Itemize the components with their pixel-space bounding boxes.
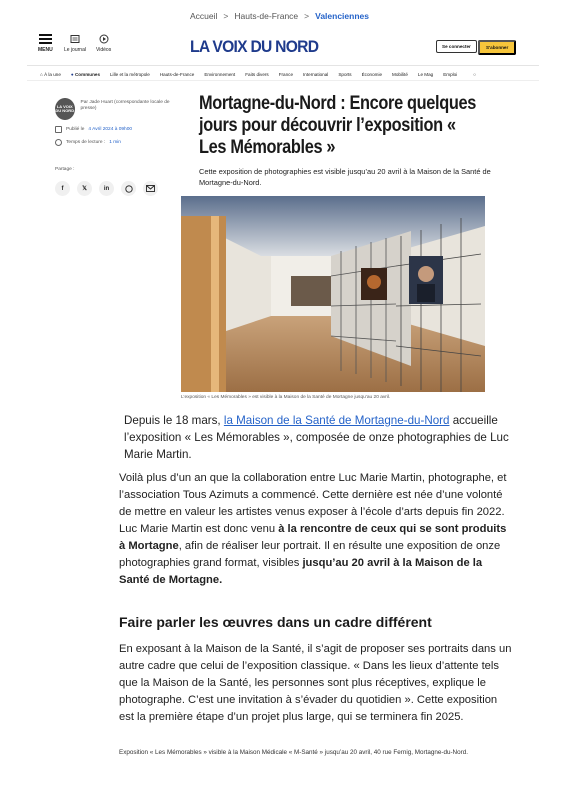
author-block — [55, 98, 175, 120]
published-date: 4 Avril 2024 à 09h00 — [88, 127, 133, 132]
journal-label: Le journal — [64, 47, 86, 53]
nav-item-emploi[interactable]: Emploi — [443, 72, 458, 77]
nav-item-france[interactable]: France — [278, 72, 294, 77]
hamburger-icon — [39, 34, 52, 44]
location-pin-icon: ● — [70, 72, 74, 77]
nav-item-a-la-une[interactable]: ⌂ À la une — [40, 72, 61, 77]
nav-item-mobilite[interactable]: Mobilité — [392, 72, 408, 77]
practical-info: Exposition « Les Mémorables » visible à la Maison Médicale « M-Santé » jusqu’au 20 avril, 40 rue Fernig, Mortagne-du-Nord. — [119, 749, 468, 756]
whatsapp-icon[interactable] — [121, 181, 136, 196]
nav-item-lille[interactable]: Lille et la métropole — [110, 72, 150, 77]
journal-button[interactable] — [64, 34, 86, 53]
x-twitter-icon[interactable]: 𝕏 — [77, 181, 92, 196]
menu-button[interactable] — [38, 34, 53, 53]
nav-item-international[interactable]: International — [303, 72, 329, 77]
breadcrumb-separator: > — [223, 11, 229, 21]
email-icon[interactable] — [143, 181, 158, 196]
clock-icon — [55, 139, 62, 146]
paragraph-collaboration: Voilà plus d’un an que la collaboration entre Luc Marie Martin, photographe, et l’association Tous Azimuts a commencé. Cette dernière est née d’une volonté de mettre en valeur les artistes venus exposer à l’école d’arts depuis fin 2022. Luc Marie Martin est donc venu à la rencontre de ceux qui se sont produits à Mortagne, afin de réaliser leur portrait. Il en résulte une exposition de onze photographies grand format, visibles jusqu’au 20 avril à la Maison de la Santé de Mortagne. — [119, 472, 507, 586]
nav-item-economie[interactable]: Économie — [361, 72, 383, 77]
videos-button[interactable] — [96, 34, 111, 53]
nav-item-le-mag[interactable]: Le Mag — [417, 72, 434, 77]
newspaper-icon — [70, 34, 80, 44]
published-prefix: Publié le — [66, 127, 85, 132]
reading-prefix: Temps de lecture : — [66, 140, 106, 145]
calendar-icon — [55, 126, 62, 133]
breadcrumb-home[interactable]: Accueil — [190, 11, 218, 21]
published-row — [55, 126, 175, 133]
nav-item-hauts-de-france[interactable]: Hauts-de-France — [159, 72, 195, 77]
share-buttons — [55, 181, 175, 196]
reading-time: 1 min — [109, 140, 121, 145]
breadcrumb — [190, 11, 369, 21]
facebook-icon[interactable]: f — [55, 181, 70, 196]
nav-item-faits-divers[interactable]: Faits divers — [245, 72, 269, 77]
avatar: LA VOIX DU NORD — [55, 98, 75, 120]
login-button[interactable]: Se connecter — [436, 40, 477, 53]
exhibition-photo-illustration — [181, 196, 485, 392]
maison-sante-link[interactable]: la Maison de la Santé de Mortagne-du-Nord — [223, 414, 450, 427]
share-label: Partage : — [55, 167, 75, 172]
search-icon[interactable]: ○ — [473, 72, 477, 77]
site-logo[interactable]: LA VOIX DU NORD — [190, 37, 319, 56]
breadcrumb-separator: > — [304, 11, 310, 21]
article-photo[interactable] — [181, 196, 485, 392]
subscribe-button[interactable]: S'abonner — [478, 40, 516, 55]
paragraph-cadre: En exposant à la Maison de la Santé, il s’agit de proposer ses portraits dans un autre cadre que celui de l’exposition classique. « Dans les lieux d’attente tels que la Maison de la Santé, les personnes sont plus réceptives, explique le photographe. C’est une invitation à s’évader du quotidien ». Cette exposition est la première étape d’un projet plus large, qui se terminera fin 2025. — [119, 643, 512, 723]
author-name: Par Jade Huart (correspondante locale de presse) — [80, 100, 170, 112]
section-heading: Faire parler les œuvres dans un cadre différent — [119, 614, 432, 630]
article-title: Mortagne-du-Nord : Encore quelques jours pour découvrir l’exposition « Les Mémorables » — [199, 93, 476, 158]
breadcrumb-current[interactable]: Valenciennes — [315, 11, 369, 21]
videos-label: Vidéos — [96, 47, 112, 53]
article-lead: Cette exposition de photographies est visible jusqu’au 20 avril à la Maison de la Santé de Mortagne-du-Nord. — [199, 167, 491, 187]
breadcrumb-region[interactable]: Hauts-de-France — [234, 11, 299, 21]
play-icon — [99, 34, 109, 44]
nav-item-environnement[interactable]: Environnement — [204, 72, 236, 77]
photo-caption: L’exposition « Les Mémorables » est visible à la Maison de la Santé de Mortagne jusqu’au 20 avril. — [181, 395, 391, 400]
nav-item-sports[interactable]: Sports — [338, 72, 352, 77]
main-nav — [27, 69, 539, 81]
reading-time-row — [55, 139, 175, 146]
paragraph-intro: Depuis le 18 mars, la Maison de la Santé de Mortagne-du-Nord accueille l’exposition « Les Mémorables », composée de onze photographies de Luc Marie Martin. — [124, 414, 509, 461]
menu-label: MENU — [38, 47, 53, 53]
site-header — [27, 28, 539, 66]
article-sidebar — [55, 98, 175, 196]
linkedin-icon[interactable]: in — [99, 181, 114, 196]
nav-item-communes[interactable]: ● Communes — [70, 72, 100, 77]
